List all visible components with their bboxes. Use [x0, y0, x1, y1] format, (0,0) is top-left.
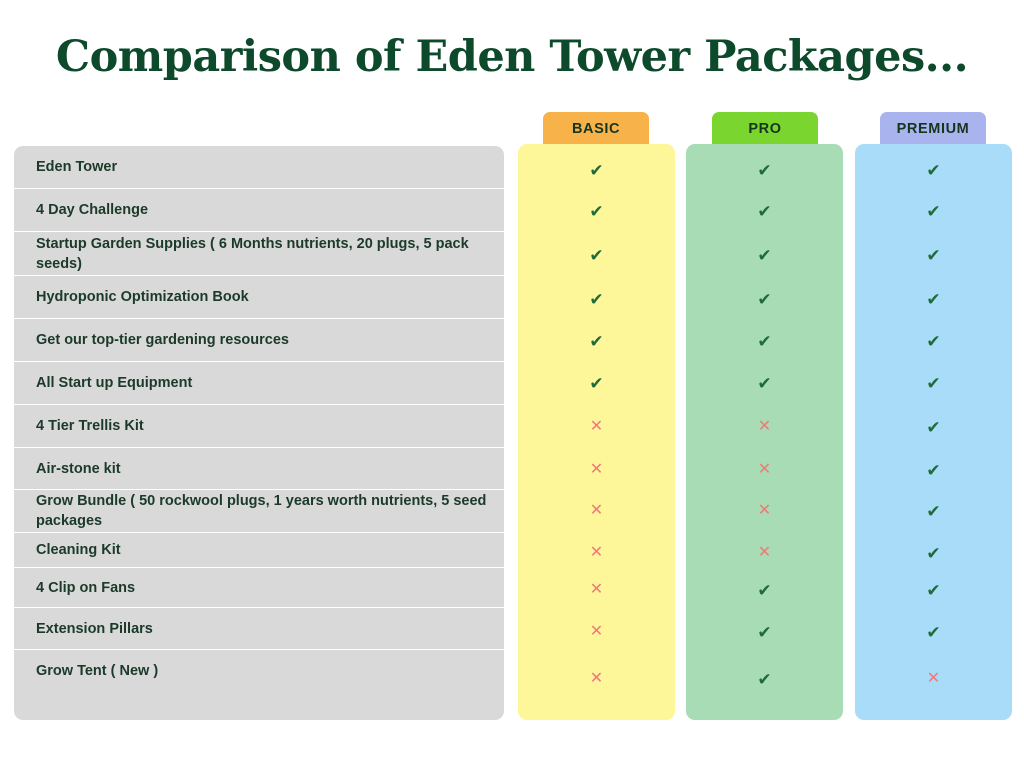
cell-mark-basic-cross-icon: ✕: [589, 581, 604, 598]
cell-mark-premium-check-icon: ✔: [926, 544, 941, 563]
column-header-basic-label: BASIC: [571, 120, 621, 137]
column-body-premium: [855, 144, 1012, 720]
cell-mark-premium-check-icon: ✔: [926, 581, 941, 600]
feature-label: Eden Tower: [36, 159, 118, 175]
cell-mark-premium-check-icon: ✔: [926, 374, 941, 393]
table-row: [14, 448, 504, 490]
table-row: [14, 146, 504, 189]
table-row: [14, 189, 504, 232]
column-header-pro-label: PRO: [748, 120, 782, 137]
column-header-premium-label: PREMIUM: [896, 120, 970, 137]
cell-mark-pro-check-icon: ✔: [757, 161, 772, 180]
cell-mark-premium-check-icon: ✔: [926, 623, 941, 642]
feature-label: 4 Clip on Fans: [36, 579, 136, 596]
table-row: [14, 608, 504, 650]
column-header-basic: [543, 112, 649, 145]
cell-mark-basic-check-icon: ✔: [589, 202, 604, 221]
cell-mark-basic-check-icon: ✔: [589, 374, 604, 393]
column-body-basic: [518, 144, 675, 720]
table-row: [14, 568, 504, 608]
cell-mark-basic-check-icon: ✔: [589, 246, 604, 265]
cell-mark-pro-check-icon: ✔: [757, 202, 772, 221]
table-row: [14, 650, 504, 692]
cell-mark-basic-cross-icon: ✕: [589, 623, 604, 640]
cell-mark-premium-check-icon: ✔: [926, 332, 941, 351]
table-row: [14, 405, 504, 448]
cell-mark-pro-check-icon: ✔: [757, 670, 772, 689]
cell-mark-pro-cross-icon: ✕: [757, 544, 772, 561]
cell-mark-basic-cross-icon: ✕: [589, 544, 604, 561]
table-row: [14, 533, 504, 568]
cell-mark-premium-check-icon: ✔: [926, 161, 941, 180]
cell-mark-basic-check-icon: ✔: [589, 332, 604, 351]
cell-mark-pro-check-icon: ✔: [757, 290, 772, 309]
table-row: [14, 319, 504, 362]
cell-mark-premium-check-icon: ✔: [926, 202, 941, 221]
cell-mark-premium-check-icon: ✔: [926, 502, 941, 521]
feature-label: 4 Day Challenge: [36, 202, 149, 218]
feature-label: 4 Tier Trellis Kit: [36, 418, 144, 434]
page-title: Comparison of Eden Tower Packages...: [55, 32, 969, 82]
cell-mark-basic-cross-icon: ✕: [589, 502, 604, 519]
cell-mark-pro-check-icon: ✔: [757, 332, 772, 351]
cell-mark-premium-check-icon: ✔: [926, 246, 941, 265]
cell-mark-premium-check-icon: ✔: [926, 418, 941, 437]
table-row: [14, 232, 504, 276]
feature-label: Grow Tent ( New ): [36, 663, 159, 679]
cell-mark-premium-check-icon: ✔: [926, 461, 941, 480]
column-body-pro: [686, 144, 843, 720]
column-header-premium: [880, 112, 986, 145]
cell-mark-basic-cross-icon: ✕: [589, 670, 604, 687]
cell-mark-pro-cross-icon: ✕: [757, 502, 772, 519]
cell-mark-basic-cross-icon: ✕: [589, 418, 604, 435]
cell-mark-pro-cross-icon: ✕: [757, 418, 772, 435]
feature-label: All Start up Equipment: [36, 375, 193, 391]
feature-column: [14, 146, 504, 720]
feature-label: Extension Pillars: [36, 620, 153, 637]
cell-mark-premium-cross-icon: ✕: [926, 670, 941, 687]
cell-mark-premium-check-icon: ✔: [926, 290, 941, 309]
feature-label: Get our top-tier gardening resources: [36, 332, 289, 348]
table-row: [14, 276, 504, 319]
feature-label: Air-stone kit: [36, 460, 121, 477]
feature-label: Grow Bundle ( 50 rockwool plugs, 1 years worth nutrients, 5 seed packages: [36, 493, 487, 529]
cell-mark-basic-check-icon: ✔: [589, 161, 604, 180]
column-header-pro: [712, 112, 818, 145]
table-row: [14, 490, 504, 533]
cell-mark-pro-check-icon: ✔: [757, 246, 772, 265]
cell-mark-basic-check-icon: ✔: [589, 290, 604, 309]
feature-label: Hydroponic Optimization Book: [36, 289, 249, 305]
cell-mark-pro-check-icon: ✔: [757, 623, 772, 642]
cell-mark-pro-check-icon: ✔: [757, 581, 772, 600]
cell-mark-basic-cross-icon: ✕: [589, 461, 604, 478]
table-row: [14, 362, 504, 405]
feature-label: Startup Garden Supplies ( 6 Months nutrients, 20 plugs, 5 pack seeds): [36, 235, 469, 272]
feature-label: Cleaning Kit: [36, 542, 121, 558]
cell-mark-pro-cross-icon: ✕: [757, 461, 772, 478]
cell-mark-pro-check-icon: ✔: [757, 374, 772, 393]
